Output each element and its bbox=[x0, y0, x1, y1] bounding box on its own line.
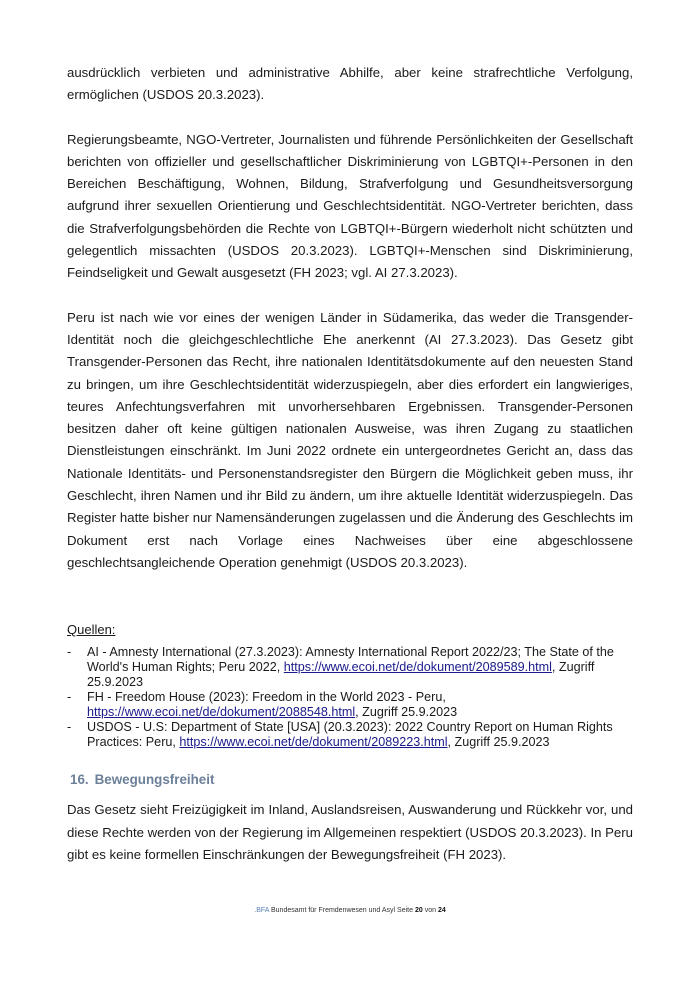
source-access-date: , Zugriff 25.9.2023 bbox=[447, 735, 550, 750]
section-number: 16. bbox=[70, 772, 89, 788]
page-number: 20 bbox=[414, 907, 423, 914]
page-footer bbox=[0, 907, 700, 914]
source-item-ai bbox=[67, 645, 633, 690]
footer-of: von bbox=[422, 907, 438, 914]
section-paragraph: Das Gesetz sieht Freizügigkeit im Inland, Auslandsreisen, Auswanderung und Rückkehr vor, und diese Rechte werden von der Regierung im Allgemeinen respektiert (USDOS 20.3.2023). In Peru gibt es keine formellen Einschränkungen der Bewegungsfreiheit (FH 2023). bbox=[67, 802, 633, 862]
paragraph-1: ausdrücklich verbieten und administrative Abhilfe, aber keine strafrechtliche Verfolgung, ermöglichen (USDOS 20.3.2023). bbox=[67, 65, 633, 103]
source-link-usdos[interactable]: https://www.ecoi.net/de/dokument/2089223.html bbox=[179, 735, 448, 750]
list-dash: - bbox=[67, 720, 72, 735]
source-text: FH - Freedom House (2023): Freedom in the World 2023 - Peru, bbox=[87, 690, 446, 705]
source-item-usdos bbox=[67, 720, 633, 750]
document-page bbox=[67, 62, 633, 888]
source-link-ai[interactable]: https://www.ecoi.net/de/dokument/2089589.html bbox=[283, 660, 552, 675]
source-text: USDOS - U.S: Department of State [USA] (20.3.2023): 2022 Country Report on Human Rights Practices: Peru, bbox=[87, 720, 613, 750]
sources-list bbox=[67, 645, 633, 750]
source-access-date: , Zugriff 25.9.2023 bbox=[87, 660, 595, 690]
section-title: Bewegungsfreiheit bbox=[94, 772, 215, 788]
sources-block bbox=[67, 622, 633, 750]
section-heading bbox=[67, 772, 633, 787]
source-access-date: , Zugriff 25.9.2023 bbox=[355, 705, 458, 720]
source-link-fh[interactable]: https://www.ecoi.net/de/dokument/2088548.html bbox=[87, 705, 356, 720]
source-text: AI - Amnesty International (27.3.2023): Amnesty International Report 2022/23; The State of the World's Human Rights; Peru 2022, bbox=[87, 645, 614, 675]
bfa-logo: .BFA bbox=[254, 907, 270, 914]
list-dash: - bbox=[67, 645, 72, 660]
paragraph-2: Regierungsbeamte, NGO-Vertreter, Journalisten und führende Persönlichkeiten der Gesellschaft berichten von offizieller und gesellschaftlicher Diskriminierung von LGBTQI+-Personen in den Bereichen Beschäftigung, Wohnen, Bildung, Strafverfolgung und Gesundheitsversorgung aufgrund ihrer sexuellen Orientierung und Geschlechtsidentität. NGO-Vertreter berichten, dass die Strafverfolgungsbehörden die Rechte von LGBTQI+-Bürgern wiederholt nicht schützten und gelegentlich missachten (USDOS 20.3.2023). LGBTQI+-Menschen sind Diskriminierung, Feindseligkeit und Gewalt ausgesetzt (FH 2023; vgl. AI 27.3.2023). bbox=[67, 131, 633, 281]
footer-org: Bundesamt für Fremdenwesen und Asyl Seite bbox=[269, 907, 415, 914]
page-total: 24 bbox=[437, 907, 446, 914]
source-item-fh bbox=[67, 690, 633, 720]
sources-title: Quellen: bbox=[67, 622, 116, 638]
list-dash: - bbox=[67, 690, 72, 705]
paragraph-3: Peru ist nach wie vor eines der wenigen Länder in Südamerika, das weder die Transgender-Identität noch die gleichgeschlechtliche Ehe anerkennt (AI 27.3.2023). Das Gesetz gibt Transgender-Personen das Recht, ihre nationalen Identitätsdokumente auf den neuesten Stand zu bringen, um ihre Geschlechtsidentität widerzuspiegeln, aber dies erfordert ein langwieriges, teures Anfechtungsverfahren mit unvorhersehbaren Ergebnissen. Transgender-Personen besitzen daher oft keine gültigen nationalen Ausweise, was ihren Zugang zu staatlichen Dienstleistungen einschränkt. Im Juni 2022 ordnete ein untergeordnetes Gericht an, dass das Nationale Identitäts- und Personenstandsregister den Bürgern die Möglichkeit geben muss, ihr Geschlecht, ihren Namen und ihr Bild zu ändern, um ihre aktuelle Identität widerzuspiegeln. Das Register hatte bisher nur Namensänderungen zugelassen und die Änderung des Geschlechts im Dokument erst nach Vorlage eines Nachweises über eine abgeschlossene geschlechtsangleichende Operation genehmigt (USDOS 20.3.2023). bbox=[67, 309, 633, 570]
